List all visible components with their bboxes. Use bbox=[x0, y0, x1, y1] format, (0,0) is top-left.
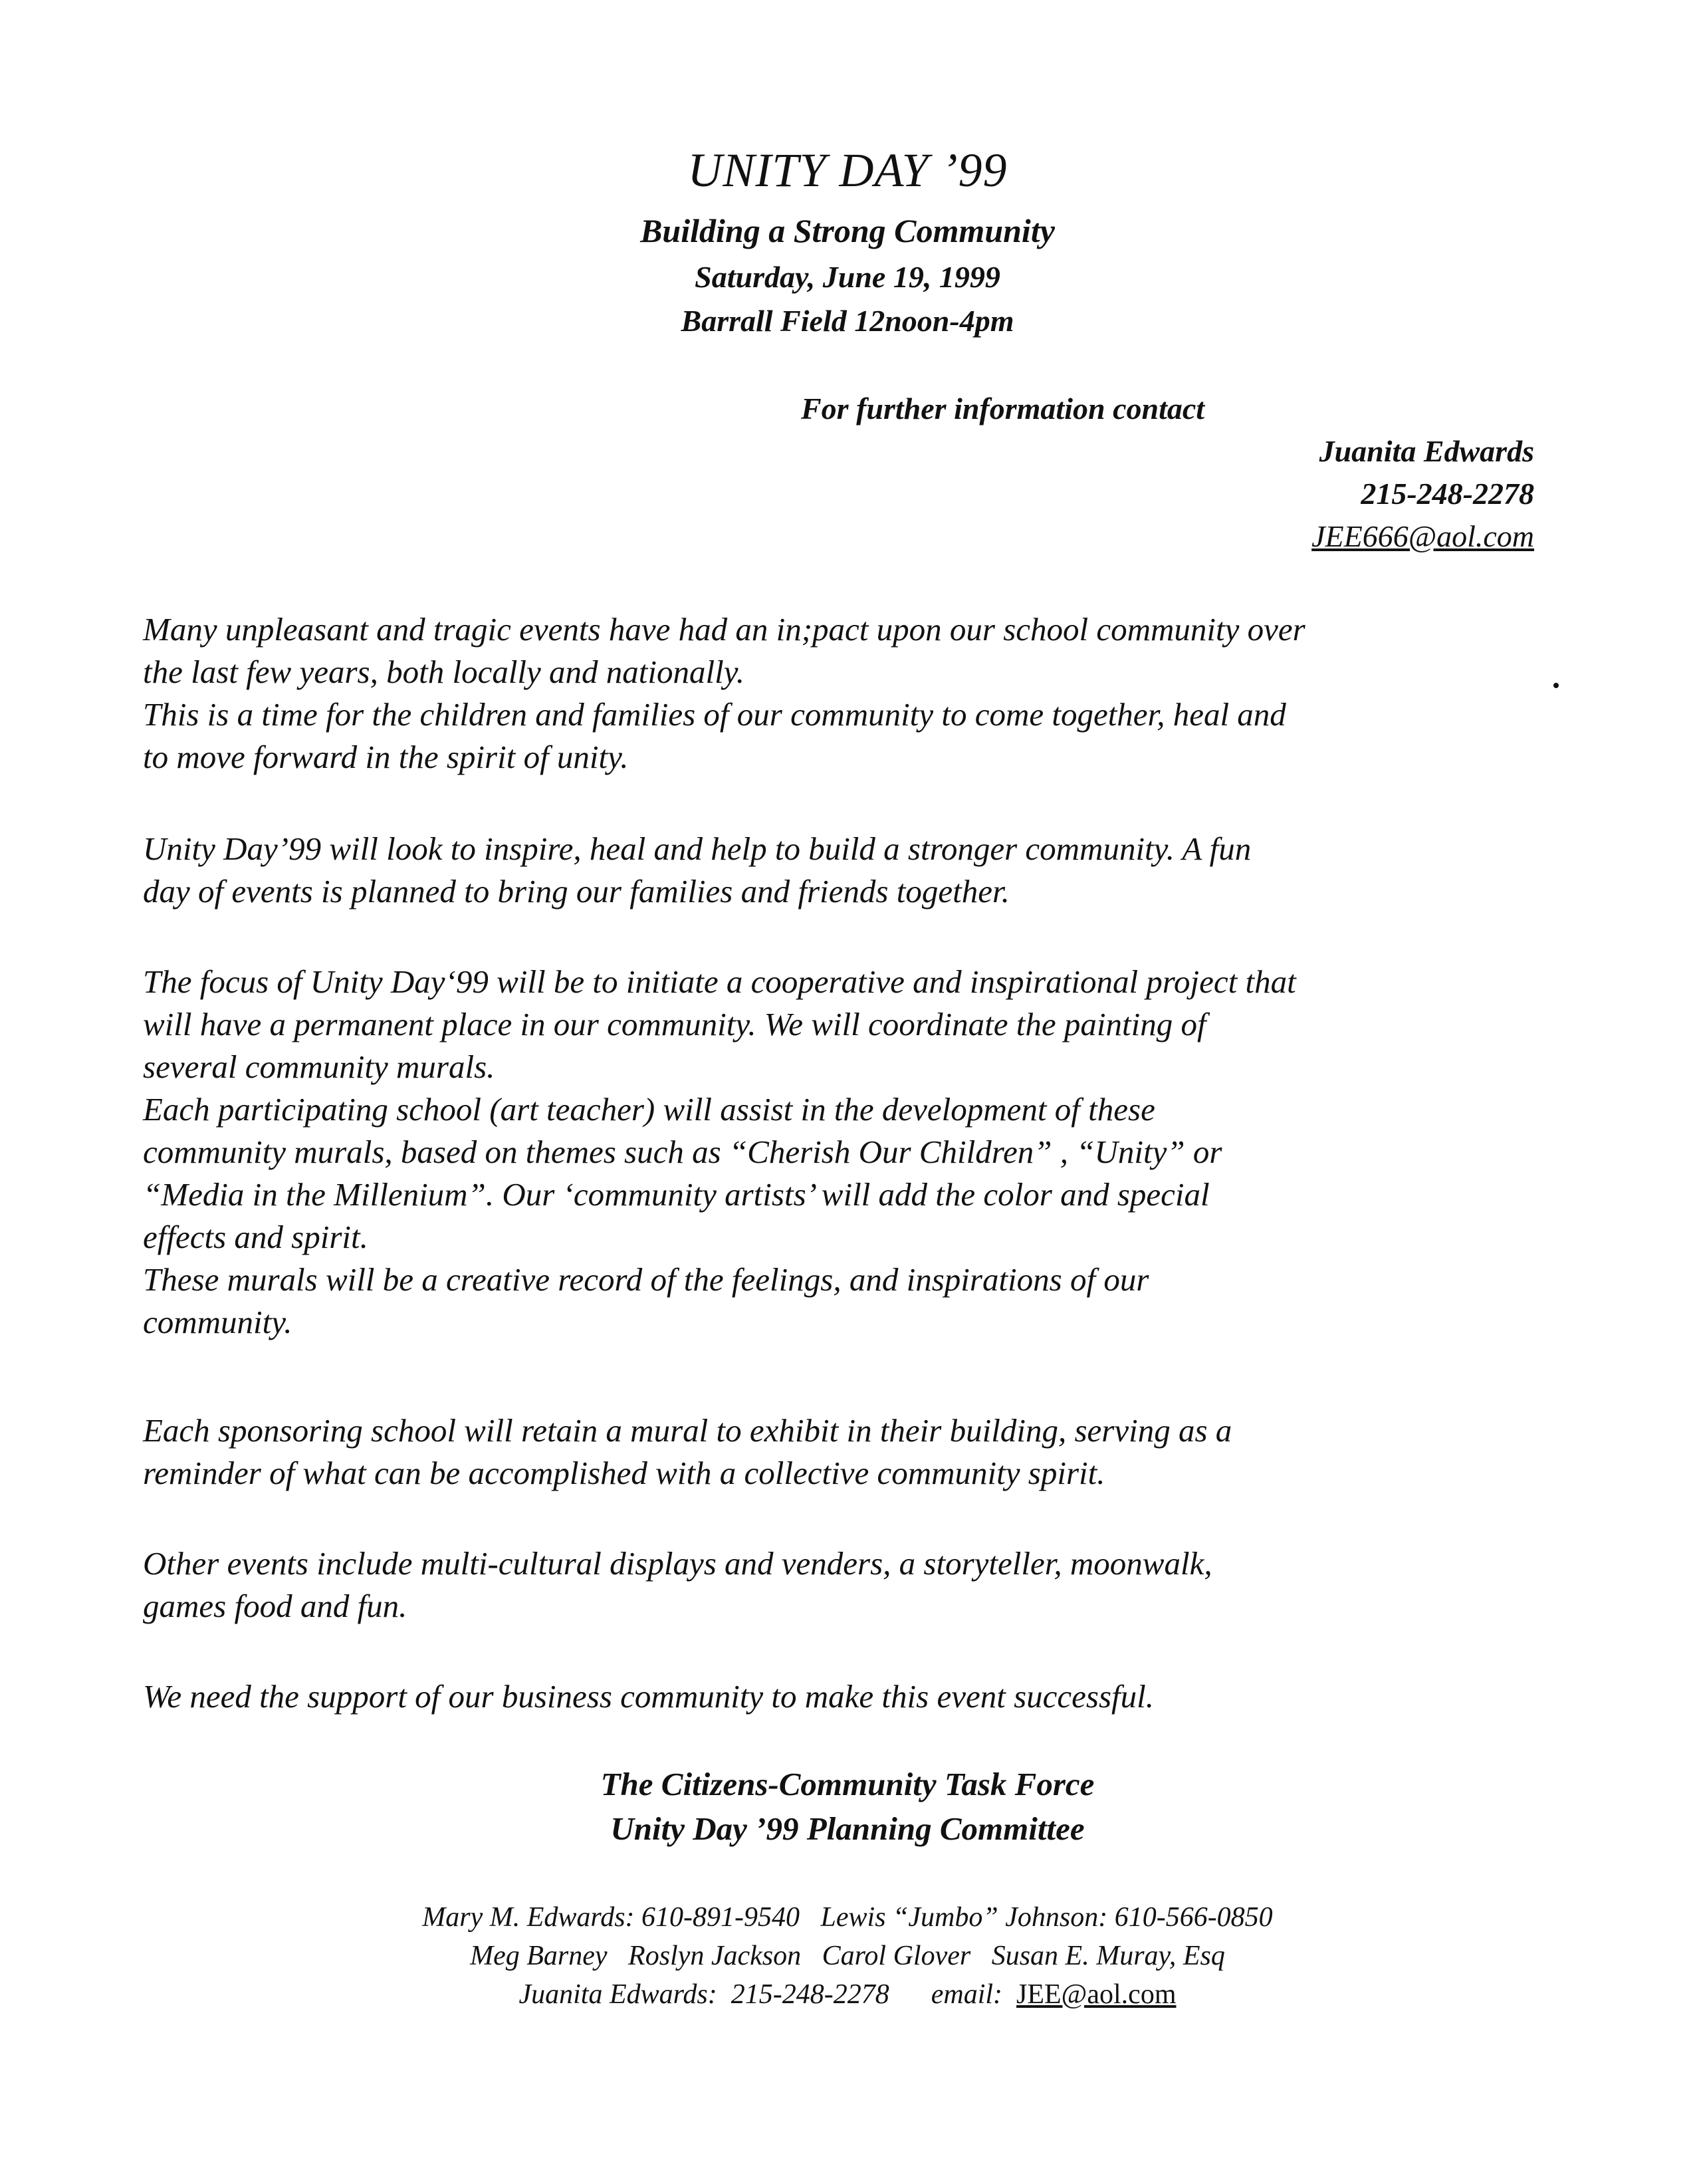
event-date: Saturday, June 19, 1999 bbox=[695, 260, 1000, 294]
paragraph-line: the last few years, both locally and nationally. bbox=[143, 654, 745, 690]
event-title: UNITY DAY ’99 bbox=[687, 144, 1008, 197]
paragraph-line: reminder of what can be accomplished with a collective community spirit. bbox=[143, 1455, 1105, 1491]
paragraph-line: to move forward in the spirit of unity. bbox=[143, 739, 629, 775]
contact-phone: 215-248-2278 bbox=[1361, 477, 1534, 511]
contact-intro: For further information contact bbox=[801, 392, 1205, 425]
paragraph-line: This is a time for the children and families of our community to come together, heal and bbox=[143, 696, 1286, 733]
paragraph-line: We need the support of our business community to make this event successful. bbox=[143, 1678, 1155, 1715]
signature-committee: Unity Day ’99 Planning Committee bbox=[610, 1810, 1085, 1847]
paragraph-line: Unity Day’99 will look to inspire, heal and help to build a stronger community. A fun bbox=[143, 830, 1252, 867]
paragraph-sponsors bbox=[143, 1409, 1559, 1495]
contact-email-link[interactable]: JEE666@aol.com bbox=[1311, 519, 1534, 553]
members-row: Meg Barney Roslyn Jackson Carol Glover Susan E. Muray, Esq bbox=[470, 1941, 1225, 1971]
paragraph-line: Many unpleasant and tragic events have had an in;pact upon our school community over bbox=[143, 611, 1305, 648]
paragraph-line: community murals, based on themes such as “Cherish Our Children” , “Unity” or bbox=[143, 1134, 1222, 1170]
paragraph-line: several community murals. bbox=[143, 1048, 495, 1085]
paragraph-line: community. bbox=[143, 1304, 292, 1340]
paragraph-events bbox=[143, 1542, 1559, 1628]
members-row-prefix: Juanita Edwards: 215-248-2278 email: bbox=[518, 1979, 1017, 2010]
members-row bbox=[0, 1975, 1695, 2014]
paragraph-line: Each participating school (art teacher) will assist in the development of these bbox=[143, 1091, 1155, 1128]
paragraph-line: games food and fun. bbox=[143, 1588, 407, 1624]
paragraph-line: The focus of Unity Day‘99 will be to initiate a cooperative and inspirational project that bbox=[143, 963, 1296, 1000]
paragraph-line: will have a permanent place in our community. We will coordinate the painting of bbox=[143, 1006, 1206, 1042]
members-email-link[interactable]: JEE@aol.com bbox=[1016, 1979, 1177, 2010]
signature-task-force: The Citizens-Community Task Force bbox=[600, 1766, 1095, 1802]
paragraph-intro bbox=[143, 608, 1559, 779]
event-location: Barrall Field 12noon-4pm bbox=[681, 304, 1014, 338]
paragraph-line: effects and spirit. bbox=[143, 1219, 368, 1255]
contact-name: Juanita Edwards bbox=[1319, 434, 1534, 468]
paragraph-purpose bbox=[143, 828, 1559, 913]
paragraph-line: “Media in the Millenium”. Our ‘community artists’ will add the color and special bbox=[143, 1176, 1210, 1213]
event-subtitle: Building a Strong Community bbox=[640, 212, 1055, 249]
paragraph-focus bbox=[143, 961, 1559, 1344]
committee-members bbox=[0, 1898, 1695, 2014]
paragraph-line: day of events is planned to bring our families and friends together. bbox=[143, 873, 1010, 910]
members-row: Mary M. Edwards: 610-891-9540 Lewis “Jumbo” Johnson: 610-566-0850 bbox=[422, 1902, 1273, 1933]
paragraph-line: These murals will be a creative record of the feelings, and inspirations of our bbox=[143, 1261, 1149, 1298]
paragraph-line: Other events include multi-cultural displays and venders, a storyteller, moonwalk, bbox=[143, 1545, 1212, 1582]
paragraph-support bbox=[143, 1675, 1559, 1718]
paragraph-line: Each sponsoring school will retain a mural to exhibit in their building, serving as a bbox=[143, 1412, 1232, 1449]
